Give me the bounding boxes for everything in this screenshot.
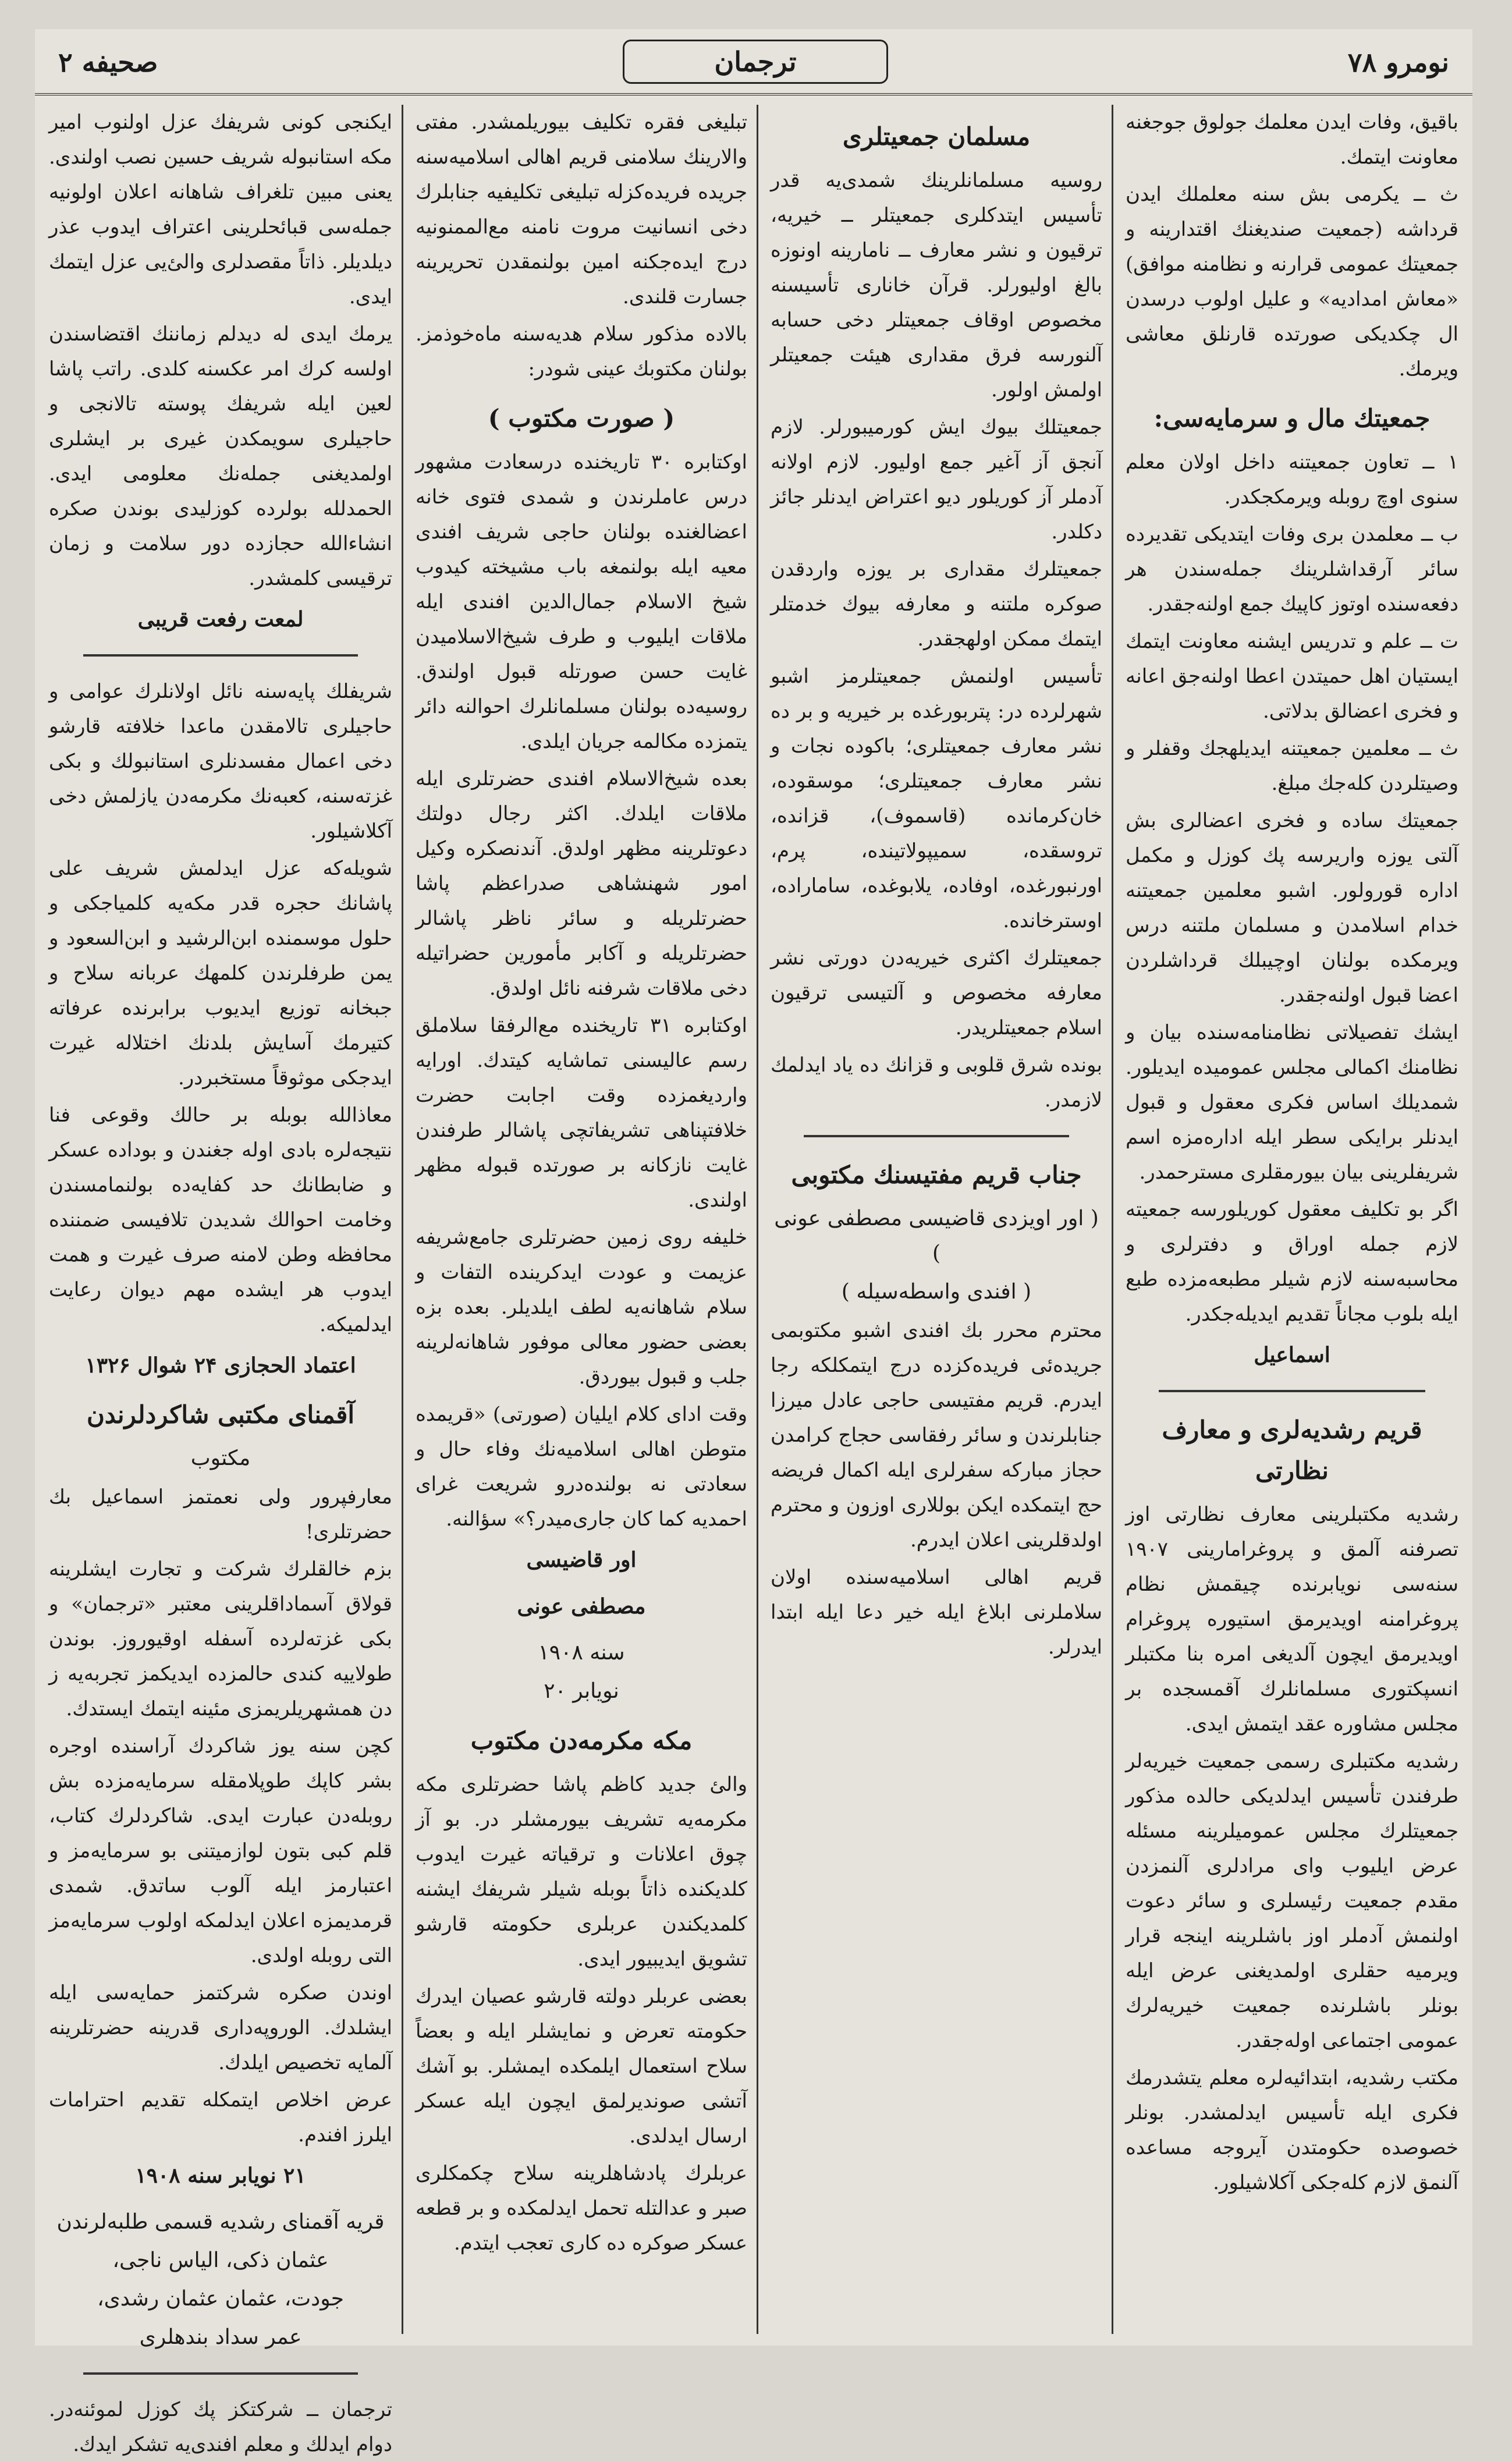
signature: لمعت رفعت قریبی xyxy=(137,607,304,632)
paragraph: بعده شیخ‌الاسلام افندی حضرتلری ایله ملاقات ایلدك. اكثر رجال دولتك دعوتلرینه مظهر اولدق. آندنصكره وكیل امور شهنشاهی صدراعظم پاشا حضرتلریله و سائر ناظر پاشالر حضرتلریله و آكابر مأمورین حضراتیله دخی ملاقات شرفنه نائل اولدق. xyxy=(416,767,747,1000)
paragraph: جمعیتك ساده و فخری اعضالری بش آلتی یوزه واریرسه پك كوزل و مكمل اداره قورولور. اشبو معلمین جمعیتنه خدام اسلامدن و مسلمان ملتنه درس ویرمكده بولنان اوچیبلك قرداشلردن اعضا قبول اولنه‌جقدر. xyxy=(1126,809,1458,1007)
paragraph: محترم محرر بك افندی اشبو مكتوبمی جریده‌ئی فریده‌كزده درج ایتمكلكه رجا ایدرم. قریم مفتیسی حاجی عادل میرزا جنابلرندن و سائر رفقاسی حجاج كرامدن حجاز مباركه سفرلری ایله اكمال فریضه حج ایتمكده ایكن بوللاری اوزون و محترم اولدقلرینی اعلان ایدرم. xyxy=(771,1319,1102,1552)
divider xyxy=(83,2372,358,2375)
paragraph: وقت ادای كلام ایلیان (صورتی) «قریمده متوطن اهالی اسلامیه‌نك وفاء حال و سعادتی نه بولنده‌درو شریعت غرای احمدیه كما كان جاری‌میدر؟» سؤالنه. xyxy=(416,1403,747,1531)
paragraph: ایشك تفصیلاتی نظامنامه‌سنده بیان و نظامنك اكمالی مجلس عمومیده ایدیلور. شمدیلك اساس فكری معقول و قبول ایدنلر برایكی سطر ایله اداره‌مزه اسم شریفلرینی بیان بیورمقلری مسترحمدر. xyxy=(1126,1021,1458,1184)
paragraph: بزم خالقلرك شركت و تجارت ایشلرینه قولاق آسماداقلرینی معتبر «ترجمان» و بكی غزته‌لرده آسفله اوقیوروز. بوندن طولاییه كندی حالمزده ایدیكمز تجربه‌یه ز دن همشهریلریمزی مئینه ایتمك ایستدك. xyxy=(49,1558,392,1720)
list-item: ث ــ معلمین جمعیتنه ایدیلهجك وقفلر و وصیتلردن كله‌جك مبلغ. xyxy=(1126,737,1458,795)
paragraph: بالاده مذكور سلام هدیه‌سنه ماه‌خوذمز. بولنان مكتوبك عینی شودر: xyxy=(416,322,747,381)
paragraph: بونده شرق قلوبی و قزانك ده یاد ایدلمك لازمدر. xyxy=(771,1053,1102,1112)
divider xyxy=(1159,1390,1425,1392)
paragraph: ث ــ یكرمی بش سنه معلملك ایدن قرداشه (جمعیت صندیغنك اقتدارینه و جمعیتك عمومی قرارنه و نظامنه موافق) «معاش امدادیه» و علیل اولوب درسدن ال چكدیكی صورتده قارنلق معاشی ویرمك. xyxy=(1126,183,1458,381)
signature-office: اور قاضیسی xyxy=(526,1548,637,1572)
byline: ( افندی واسطه‌سیله ) xyxy=(841,1280,1032,1304)
signature-names: جودت، عثمان عثمان رشدی، xyxy=(97,2287,345,2311)
paragraph: معاذالله بوبله بر حالك وقوعی فنا نتیجه‌لره بادی اوله جغندن و بوداده عسكر و ضابطانك حد كفایه‌ده بولنمامسندن وخامت احوالك شدیدن تلافیسی ضمننده محافظه وطن لامنه صرف غیرت و همت ایدوب هر ایشده مهم دیوان رعایت ایدلمیكه. xyxy=(49,1104,392,1336)
paragraph: كچن سنه یوز شاكردك آراسنده اوجره بشر كاپك طوپلامقله سرمایه‌مزده بش روبله‌دن عبارت ایدی. شاكردلرك كتاب، قلم كبی بتون لوازمیتنی بو سرمایه‌مز و اعتبارمز ایله آلوب ساتدق. شمدی قرمدیمزه اعلان ایدلمكه اولوب سرمایه‌مز التی روبله اولدی. xyxy=(49,1734,392,1967)
paragraph: تبلیغی فقره تكلیف بیوریلمشدر. مفتی والارینك سلامنی قریم اهالی اسلامیه‌سنه جریده فریده‌كزله تبلیغی تكلیفیه جنابلرك دخی انسانیت مروت نامنه مع‌الممنونیه درج ایده‌جكنه امین بولنمقدن تحریرینه جسارت قلندی. xyxy=(416,111,747,308)
signature-name: مصطفی عونی xyxy=(517,1594,646,1619)
newspaper-title: ترجمان xyxy=(623,40,888,84)
column-right xyxy=(1117,105,1467,2334)
divider xyxy=(83,654,358,657)
paragraph: شریفلك پایه‌سنه نائل اولانلرك عوامی و حاجیلری تالامقدن ماعدا خلافته قارشو دخی اعمال مفسدنلری استانبولك و بكی غزته‌سنه، كعبه‌نك مكرمه‌دن یازلمش دخی آكلاشیلور. xyxy=(49,680,392,843)
signature-names: عمر سداد بندهلری xyxy=(139,2325,302,2349)
list-item: ت ــ علم و تدریس ایشنه معاونت ایتمك ایستیان اهل حمیتدن اعطا اولنه‌جق اعانه و فخری اعضالق بدلاتی. xyxy=(1126,630,1458,723)
divider xyxy=(804,1135,1069,1137)
column-center-right xyxy=(762,105,1110,2334)
dateline: نویابر ۲۰ xyxy=(544,1679,619,1703)
paragraph: اوكتابره ۳۱ تاریخنده مع‌الرفقا سلاملق رسم عالیسنی تماشایه كیتدك. اورایه واردیغمزده وقت اجابت حضرت خلافتپناهی تشریفاتچی پاشالر طرفندن غایت نازكانه بر صورتده قبوله مظهر اولندی. xyxy=(416,1014,747,1212)
editor-note: ترجمان ــ شركتكز پك كوزل لموئنه‌در. دوام ایدلك و معلم افندی‌یه تشكر ایدك. xyxy=(49,2398,392,2456)
section-heading: آقمنای مكتبی شاكردلرندن xyxy=(86,1400,355,1429)
section-heading: ( صورت مكتوب ) xyxy=(488,404,675,432)
paragraph: قریم اهالی اسلامیه‌سنده اولان سلاملرنی ابلاغ ایله خیر دعا ایله ابتدا ایدرلر. xyxy=(771,1566,1102,1659)
paragraph: اوندن صكره شركتمز حمایه‌سی ایله ایشلدك. الوروپه‌داری قدرینه حضرتلرینه آلمایه تخصیص ایلدك. xyxy=(49,1981,392,2074)
paragraph: شویله‌كه عزل ایدلمش شریف علی پاشانك حجره قدر مكه‌یه كلمیاجكی و حلول موسمنده ابن‌الرشید و ابن‌السعود و یمن طرفلرندن كلمهك عربانه سلاح و جبخانه توزیع ایدیوب برابرنده عرفاته كتیرمك آسایش بلدنك اختلاله غیرت ایدجكی موثوقاً مستخبردر. xyxy=(49,857,392,1090)
signature-school: قریه آقمنای رشدیه قسمی طلبه‌لرندن xyxy=(56,2210,385,2234)
newspaper-page xyxy=(35,29,1472,2456)
column-rule xyxy=(402,105,403,2334)
paragraph: اوكتابره ۳۰ تاریخنده درسعادت مشهور درس عاملرندن و شمدی فتوی خانه اعضالغنده بولنان حاجی شریف افندی معیه ایله بولنمغه باب مشیخته كیدوب شیخ الاسلام جمال‌الدین افندی ایله ملاقات ایلیوب و طرف شیخ‌الاسلامیدن غایت حسن صورتله قبول اولندق. روسیه‌ده بولنان مسلمانلرك احوالنه دائر یتمزده مكالمه جریان ایلدی. xyxy=(416,450,747,753)
column-left xyxy=(41,105,400,2456)
byline: ( اور اویزدی قاضیسی مصطفی عونی ) xyxy=(774,1207,1099,1265)
signature: اسماعیل xyxy=(1254,1343,1330,1367)
paragraph: معارفپرور ولی نعمتمز اسماعیل بك حضرتلری! xyxy=(49,1485,392,1544)
paragraph: جمعیتلرك مقداری بر یوزه واردقدن صوكره ملتنه و معارفه بیوك خدمتلر ایتمك ممكن اولهجقدر. xyxy=(771,558,1102,651)
paragraph: بعضی عربلر دولته قارشو عصیان ایدرك حكومته تعرض و نمایشلر ایله و بعضاً سلاح استعمال ایلمكده ایمشلر. بو آشك آتشی صوندیرلمق ایچون ایله عسكر ارسال ایدلدی. xyxy=(416,1985,747,2148)
subheading: مكتوب xyxy=(190,1446,251,1470)
paragraph: روسیه مسلمانلرینك شمدی‌یه قدر تأسیس ایتدكلری جمعیتلر ــ خیریه، ترقیون و نشر معارف ــ نامارینه اونوزه بالغ اولیورلر. قرآن خاناری تأسیسنه مخصوص اوقاف جمعیتلر دخی حسابه آلنورسه فرق مقداری هیئت جمعیتلر اولمش اولور. xyxy=(771,169,1102,402)
section-heading: جمعیتك مال و سرمایه‌سی: xyxy=(1153,404,1431,432)
paragraph: جمعیتلرك اكثری خیریه‌دن دورتی نشر معارفه مخصوص و آلتیسی ترقیون اسلام جمعیتلریدر. xyxy=(771,946,1102,1040)
paragraph: عرض اخلاص ایتمكله تقدیم احترامات ایلرز افندم. xyxy=(49,2088,392,2147)
page-number: صحیفه ۲ xyxy=(58,47,158,78)
section-heading: قریم رشدیه‌لری و معارف نظارتی xyxy=(1162,1416,1422,1485)
paragraph: جمعیتلك بیوك ایش كورمیبورلر. لازم آنجق آز آغیر جمع اولیور. لازم اولانه آدملر آز كوریلور دیو اعتراض ایدنلر جائز دكلدر. xyxy=(771,416,1102,544)
paragraph: خلیفه روی زمین حضرتلری جامع‌شریفه عزیمت و عودت ایدكرینده التفات و سلام شاهانه‌یه لطف ایلدیلر. بعده بزه بعضی حضور معالی موفور شاهانه‌لرینه جلب و قبول بیوردق. xyxy=(416,1226,747,1389)
paragraph: رشدیه مكتبلری رسمی جمعیت خیریه‌لر طرفندن تأسیس ایدلدیكی حالده مذكور جمعیتلرك مجلس عمومیلرینه مسئله عرض ایلیوب وای مرادلری آلنمزدن مقدم جمعیت رئیسلری و سائر دعوت اولنمش آدملر اوز باشلرینه اینجه قرار ویرمیه حقلری اولمدیغنی عرض ایله بونلر باشلرنده جمعیت خیریه‌لرك عمومی اجتماعی اوله‌جقدر. xyxy=(1126,1750,1458,2052)
paragraph: ایكنجی كونی شریفك عزل اولنوب امیر مكه استانبوله شریف حسین نصب اولندی. یعنی مبین تلغراف شاهانه اعلان اولونیه جمله‌سی قبائحلرینی اعتراف ایدوب عذر دیلدیلر. ذاتاً مقصدلری والئ‌یی عزل ایتمك ایدی. xyxy=(49,111,392,308)
masthead-bar xyxy=(35,29,1472,95)
dateline: سنه ۱۹۰۸ xyxy=(538,1641,625,1665)
list-item: ۱ ــ تعاون جمعیتنه داخل اولان معلم سنوی اوچ روبله ویرمكجكدر. xyxy=(1126,450,1458,509)
paragraph: والئ جدید كاظم پاشا حضرتلری مكه مكرمه‌یه تشریف بیورمشلر در. بو آز چوق اعلانات و ترقیاته غیرت ایدوب كلدیكنده ذاتاً بوبله شیلر شریفك ایشنه كلمدیكندن عربلری حكومته قارشو تشویق ایدیبیور ایدی. xyxy=(416,1773,747,1971)
paragraph: عربلرك پادشاهلرینه سلاح چكمكلری صبر و عدالتله تحمل ایدلمكده و بر قطعه عسكر صوكره ده كاری تعجب ایتدم. xyxy=(416,2162,747,2255)
section-heading: مكه مكرمه‌دن مكتوب xyxy=(470,1726,693,1755)
section-heading: مسلمان جمعیتلری xyxy=(842,122,1031,151)
issue-number: نومرو ۷۸ xyxy=(1347,47,1449,78)
list-item: ب ــ معلمدن بری وفات ایتدیكی تقدیرده سائر آرقداشلرینك جمله‌سندن هر دفعه‌سنده اوتوز كاپیك جمع اولنه‌جقدر. xyxy=(1126,523,1458,616)
signature-names: عثمان ذكی، الیاس ناجی، xyxy=(112,2248,329,2272)
paragraph: تأسیس اولنمش جمعیتلرمز اشبو شهرلرده در: پتربورغده بر خیریه و بر ده نشر معارف جمعیتلری؛ باكوده نجات و نشر معارف جمعیتلری؛ موسقوده، خان‌كرمانده (قاسموف)، قزانده، تروسقده، سمیپولاتینده، پرم، اورنبورغده، اوفاده، یلابوغده، ساماراده، اوسترخانده. xyxy=(771,665,1102,932)
paragraph: اگر بو تكلیف معقول كوریلورسه جمعیته لازم جمله اوراق و دفترلری و محاسبه‌سنه لازم شیلر مطبعه‌مزده طبع ایله بلوب مجاناً تقدیم ایدیله‌جكدر. xyxy=(1126,1198,1458,1326)
paragraph: مكتب رشدیه، ابتدائیه‌لره معلم یتشدرمك فكری ایله تأسیس ایدلمشدر. بونلر خصوصده حكومتدن آیروجه مساعده آلنمق لازم كله‌جكی آكلاشیلور. xyxy=(1126,2066,1458,2194)
column-rule xyxy=(1112,105,1113,2334)
section-heading: جناب قریم مفتیسنك مكتوبی xyxy=(791,1161,1082,1189)
paragraph: رشدیه مكتبلرینی معارف نظارتی اوز تصرفنه آلمق و پروغرامارینی ۱۹۰۷ سنه‌سی نویابرنده چیقمش نظام پروغرامنه اویدیرمق استیوره پروغرام اویدیرمق ایچون آلدیغی امره بنا مكتبلر انسپكتوری مسلمانلرك آقمسجده بر مجلس مشاوره عقد ایتمش ایدی. xyxy=(1126,1503,1458,1736)
column-center-left xyxy=(407,105,755,2334)
paragraph: یرمك ایدی له دیدلم زماننك اقتضاسندن اولسه كرك امر عكسنه كلدی. راتب پاشا لعین ایله شریفك پوسته تالانجی و حاجیلری سویمكدن غیری بر ایشلری اولمدیغنی جمله‌نك معلومی ایدی. الحمدلله بولرده كوزلیدی بوندن صكره انشاءالله حجازده دور سلامت و زمان ترقیسی كلمشدر. xyxy=(49,322,392,590)
paragraph: باقیق، وفات ایدن معلمك جولوق جوجغنه معاونت ایتمك. xyxy=(1126,111,1458,169)
column-rule xyxy=(757,105,758,2334)
signature-date: ۲۱ نویابر سنه ۱۹۰۸ xyxy=(135,2163,306,2188)
signature: اعتماد الحجازی ۲۴ شوال ۱۳۲۶ xyxy=(85,1353,356,1378)
